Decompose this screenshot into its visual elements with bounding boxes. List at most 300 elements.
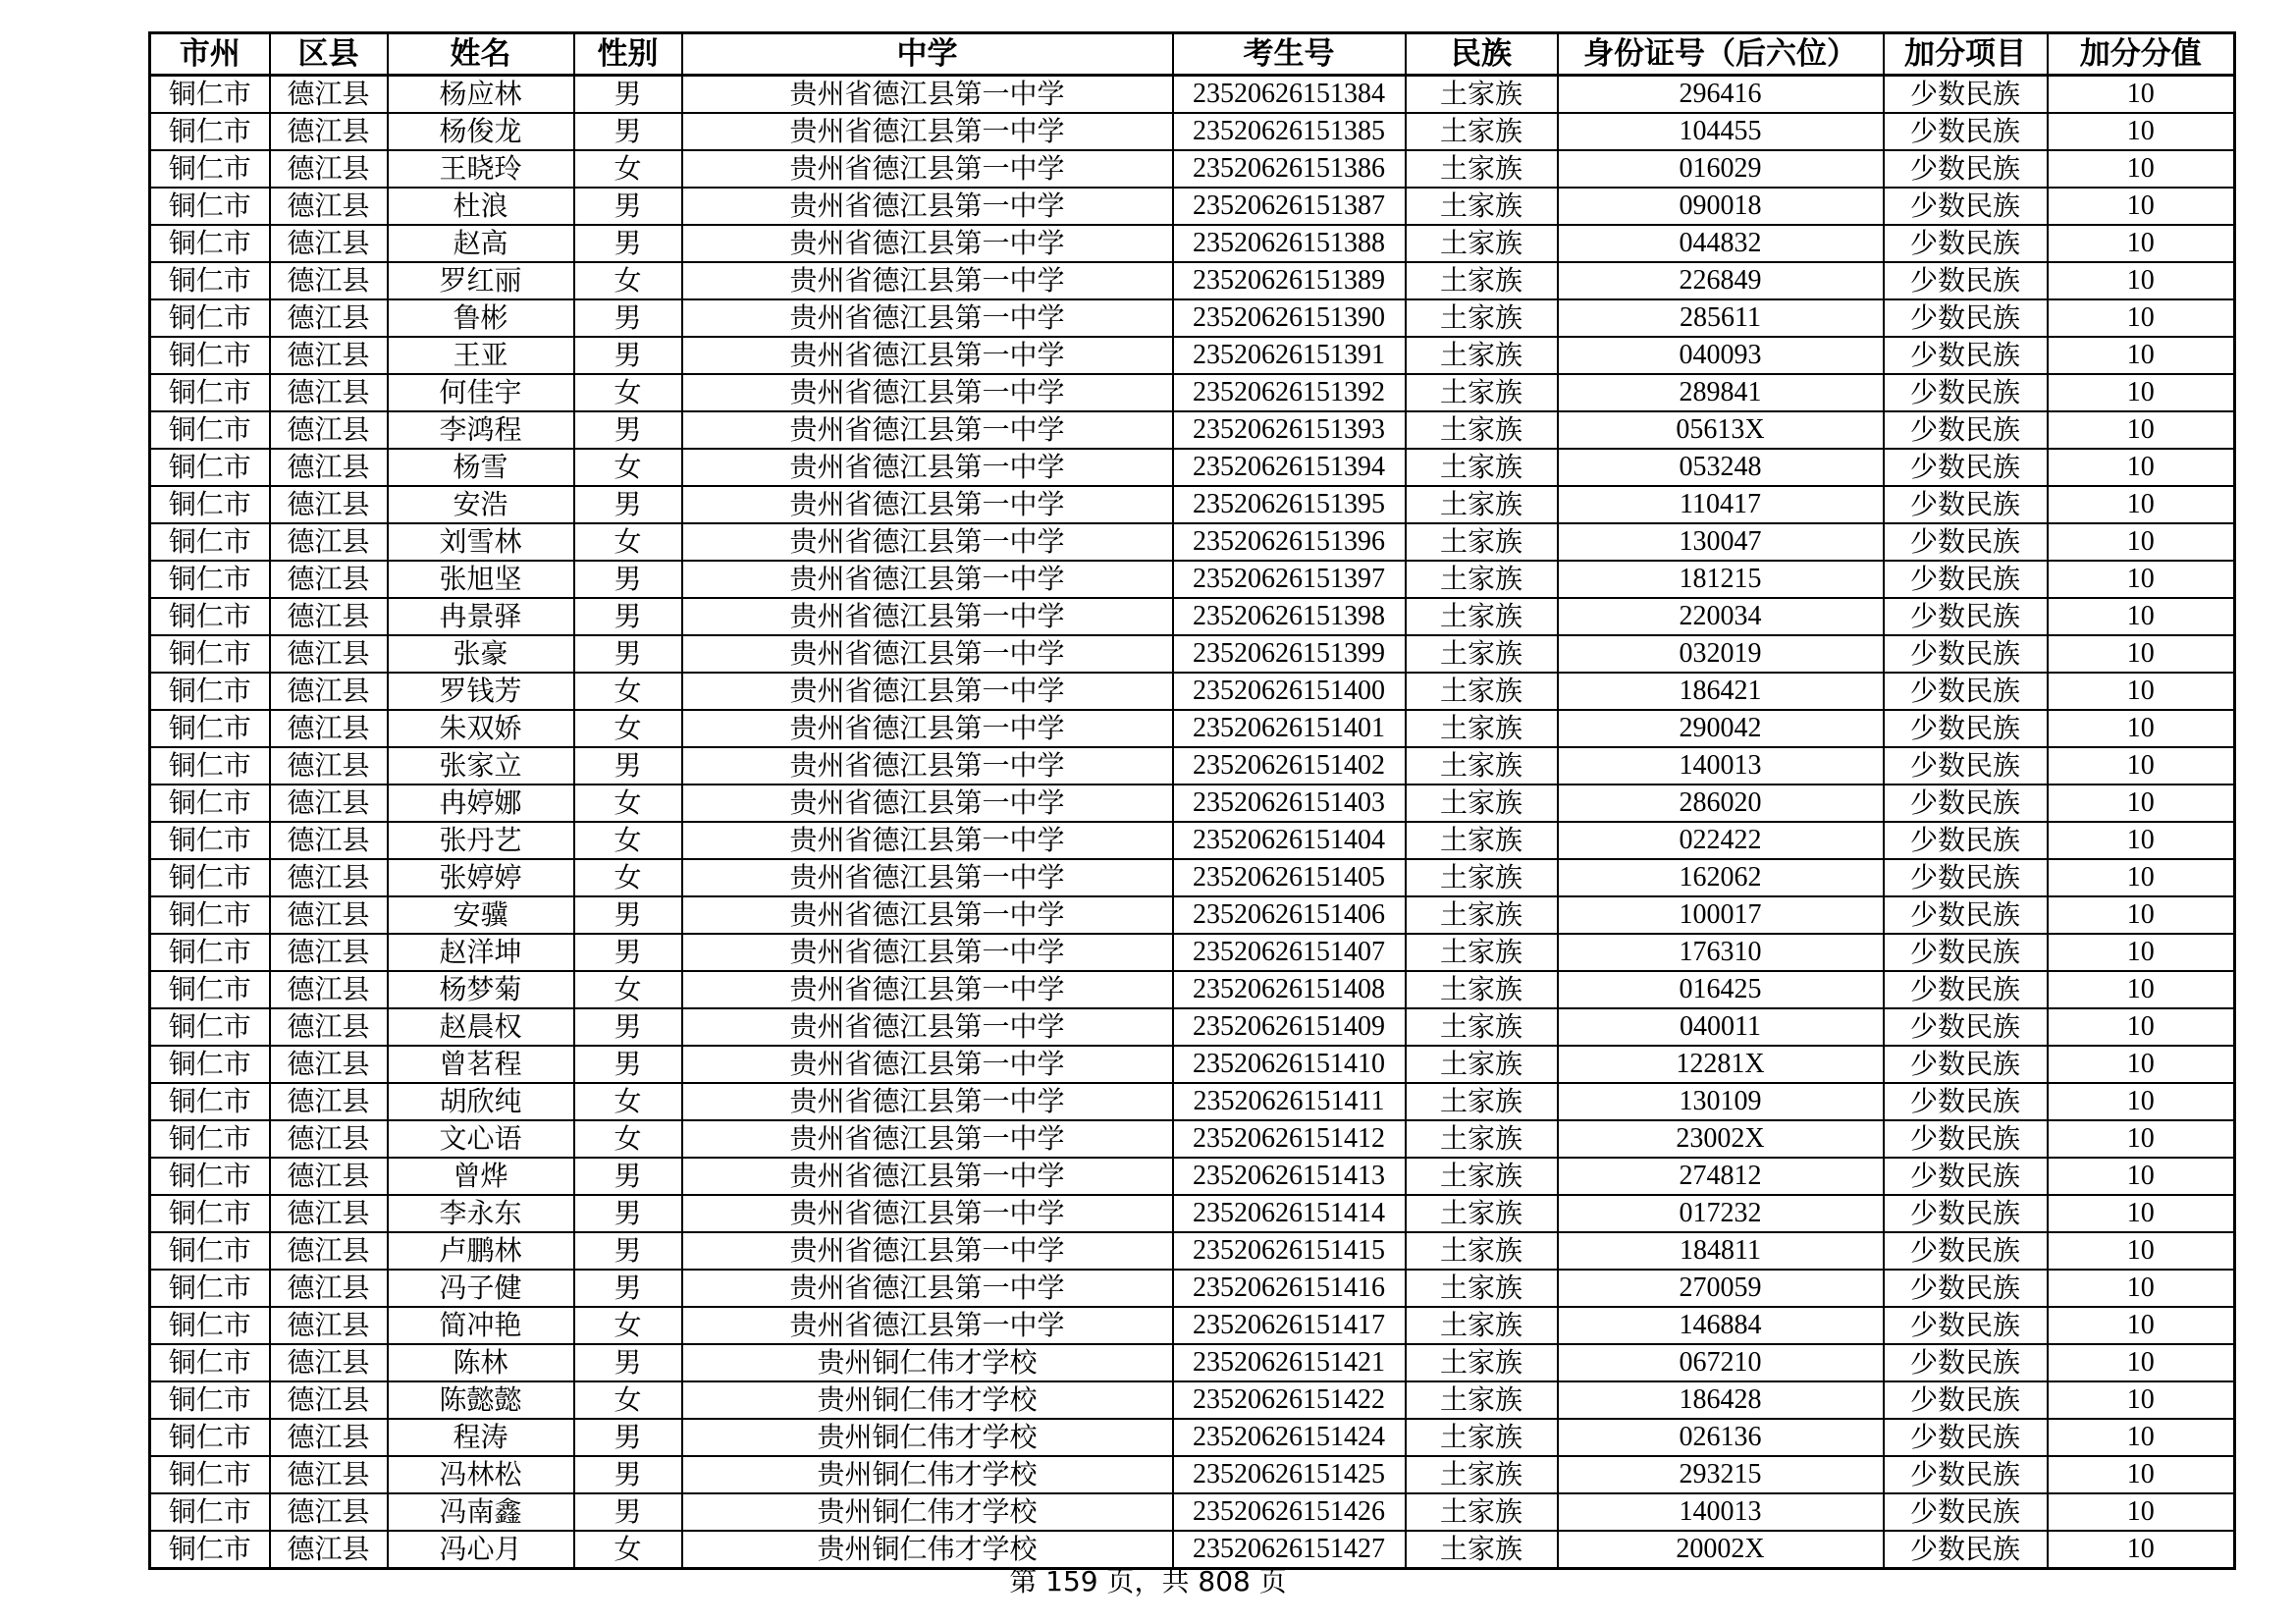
cell-ethnicity: 土家族 [1406,1344,1558,1381]
cell-bonus-value: 10 [2048,561,2235,598]
cell-gender: 男 [574,188,682,225]
cell-gender: 男 [574,337,682,374]
cell-district: 德江县 [270,971,388,1008]
cell-district: 德江县 [270,1270,388,1307]
cell-bonus-item: 少数民族 [1884,859,2048,896]
cell-ethnicity: 土家族 [1406,225,1558,262]
cell-city: 铜仁市 [150,188,270,225]
cell-id-last-six: 226849 [1558,262,1884,299]
cell-name: 冉景驿 [388,598,574,635]
cell-bonus-value: 10 [2048,971,2235,1008]
cell-gender: 男 [574,1195,682,1232]
cell-gender: 男 [574,225,682,262]
cell-name: 何佳宇 [388,374,574,411]
cell-gender: 男 [574,1456,682,1493]
table-row [150,1344,2235,1381]
cell-school: 贵州省德江县第一中学 [682,486,1173,523]
cell-ethnicity: 土家族 [1406,822,1558,859]
cell-bonus-item: 少数民族 [1884,523,2048,561]
roster-table-container [148,31,2233,1570]
cell-bonus-value: 10 [2048,113,2235,150]
cell-name: 简冲艳 [388,1307,574,1344]
cell-school: 贵州铜仁伟才学校 [682,1381,1173,1419]
cell-id-last-six: 23002X [1558,1120,1884,1158]
cell-exam-number: 23520626151396 [1173,523,1406,561]
cell-exam-number: 23520626151408 [1173,971,1406,1008]
cell-district: 德江县 [270,262,388,299]
cell-gender: 男 [574,747,682,785]
cell-ethnicity: 土家族 [1406,411,1558,449]
cell-bonus-value: 10 [2048,598,2235,635]
cell-bonus-value: 10 [2048,225,2235,262]
column-header-gender: 性别 [574,33,682,76]
cell-gender: 男 [574,411,682,449]
cell-school: 贵州省德江县第一中学 [682,822,1173,859]
cell-district: 德江县 [270,225,388,262]
cell-exam-number: 23520626151402 [1173,747,1406,785]
cell-exam-number: 23520626151413 [1173,1158,1406,1195]
cell-ethnicity: 土家族 [1406,337,1558,374]
table-row [150,785,2235,822]
cell-district: 德江县 [270,449,388,486]
cell-ethnicity: 土家族 [1406,523,1558,561]
cell-school: 贵州省德江县第一中学 [682,523,1173,561]
cell-ethnicity: 土家族 [1406,598,1558,635]
cell-name: 冯心月 [388,1531,574,1569]
cell-id-last-six: 044832 [1558,225,1884,262]
cell-city: 铜仁市 [150,859,270,896]
cell-exam-number: 23520626151417 [1173,1307,1406,1344]
table-row [150,710,2235,747]
table-row [150,635,2235,673]
cell-name: 张家立 [388,747,574,785]
cell-city: 铜仁市 [150,299,270,337]
cell-name: 赵洋坤 [388,934,574,971]
cell-city: 铜仁市 [150,1008,270,1046]
cell-bonus-item: 少数民族 [1884,635,2048,673]
cell-id-last-six: 067210 [1558,1344,1884,1381]
cell-name: 朱双娇 [388,710,574,747]
cell-school: 贵州省德江县第一中学 [682,1232,1173,1270]
cell-district: 德江县 [270,785,388,822]
cell-ethnicity: 土家族 [1406,896,1558,934]
cell-school: 贵州省德江县第一中学 [682,1120,1173,1158]
cell-bonus-item: 少数民族 [1884,1307,2048,1344]
cell-name: 王晓玲 [388,150,574,188]
cell-ethnicity: 土家族 [1406,1083,1558,1120]
cell-bonus-value: 10 [2048,1195,2235,1232]
cell-district: 德江县 [270,1083,388,1120]
cell-id-last-six: 296416 [1558,76,1884,114]
cell-id-last-six: 184811 [1558,1232,1884,1270]
table-row [150,1493,2235,1531]
cell-gender: 男 [574,113,682,150]
table-row [150,747,2235,785]
cell-district: 德江县 [270,747,388,785]
cell-gender: 男 [574,896,682,934]
cell-ethnicity: 土家族 [1406,1307,1558,1344]
cell-ethnicity: 土家族 [1406,1381,1558,1419]
cell-bonus-item: 少数民族 [1884,1232,2048,1270]
cell-district: 德江县 [270,1419,388,1456]
cell-name: 张旭坚 [388,561,574,598]
cell-bonus-value: 10 [2048,1531,2235,1569]
cell-city: 铜仁市 [150,785,270,822]
cell-name: 文心语 [388,1120,574,1158]
cell-ethnicity: 土家族 [1406,971,1558,1008]
cell-name: 鲁彬 [388,299,574,337]
cell-name: 罗钱芳 [388,673,574,710]
table-row [150,262,2235,299]
column-header-name: 姓名 [388,33,574,76]
cell-id-last-six: 022422 [1558,822,1884,859]
cell-bonus-item: 少数民族 [1884,225,2048,262]
cell-name: 杨雪 [388,449,574,486]
cell-bonus-value: 10 [2048,1493,2235,1531]
cell-city: 铜仁市 [150,225,270,262]
cell-id-last-six: 289841 [1558,374,1884,411]
cell-bonus-value: 10 [2048,337,2235,374]
cell-gender: 女 [574,971,682,1008]
cell-gender: 男 [574,1232,682,1270]
cell-ethnicity: 土家族 [1406,1270,1558,1307]
cell-bonus-item: 少数民族 [1884,1120,2048,1158]
cell-district: 德江县 [270,1493,388,1531]
cell-school: 贵州省德江县第一中学 [682,113,1173,150]
cell-exam-number: 23520626151390 [1173,299,1406,337]
cell-name: 胡欣纯 [388,1083,574,1120]
cell-city: 铜仁市 [150,1456,270,1493]
cell-id-last-six: 270059 [1558,1270,1884,1307]
cell-exam-number: 23520626151414 [1173,1195,1406,1232]
cell-bonus-value: 10 [2048,1232,2235,1270]
cell-bonus-item: 少数民族 [1884,785,2048,822]
cell-school: 贵州省德江县第一中学 [682,673,1173,710]
cell-bonus-item: 少数民族 [1884,710,2048,747]
cell-exam-number: 23520626151400 [1173,673,1406,710]
cell-gender: 女 [574,859,682,896]
cell-district: 德江县 [270,896,388,934]
cell-id-last-six: 290042 [1558,710,1884,747]
cell-bonus-item: 少数民族 [1884,449,2048,486]
cell-bonus-item: 少数民族 [1884,673,2048,710]
cell-bonus-value: 10 [2048,1456,2235,1493]
cell-id-last-six: 12281X [1558,1046,1884,1083]
cell-exam-number: 23520626151387 [1173,188,1406,225]
cell-ethnicity: 土家族 [1406,635,1558,673]
cell-name: 杨梦菊 [388,971,574,1008]
cell-id-last-six: 220034 [1558,598,1884,635]
cell-city: 铜仁市 [150,1083,270,1120]
table-row [150,1195,2235,1232]
cell-school: 贵州省德江县第一中学 [682,1158,1173,1195]
cell-name: 张豪 [388,635,574,673]
cell-ethnicity: 土家族 [1406,934,1558,971]
cell-bonus-value: 10 [2048,1083,2235,1120]
cell-bonus-item: 少数民族 [1884,1195,2048,1232]
cell-id-last-six: 146884 [1558,1307,1884,1344]
cell-ethnicity: 土家族 [1406,1008,1558,1046]
cell-school: 贵州省德江县第一中学 [682,1046,1173,1083]
cell-bonus-value: 10 [2048,1158,2235,1195]
cell-school: 贵州省德江县第一中学 [682,859,1173,896]
cell-school: 贵州省德江县第一中学 [682,598,1173,635]
cell-gender: 男 [574,299,682,337]
cell-gender: 女 [574,1307,682,1344]
cell-city: 铜仁市 [150,598,270,635]
cell-id-last-six: 110417 [1558,486,1884,523]
table-row [150,150,2235,188]
cell-bonus-item: 少数民族 [1884,262,2048,299]
cell-school: 贵州省德江县第一中学 [682,1307,1173,1344]
cell-bonus-value: 10 [2048,785,2235,822]
cell-ethnicity: 土家族 [1406,486,1558,523]
cell-bonus-item: 少数民族 [1884,1419,2048,1456]
cell-city: 铜仁市 [150,1344,270,1381]
cell-exam-number: 23520626151398 [1173,598,1406,635]
cell-district: 德江县 [270,150,388,188]
cell-id-last-six: 186428 [1558,1381,1884,1419]
cell-name: 李永东 [388,1195,574,1232]
cell-exam-number: 23520626151425 [1173,1456,1406,1493]
cell-exam-number: 23520626151406 [1173,896,1406,934]
column-header-id-last-six: 身份证号（后六位） [1558,33,1884,76]
cell-school: 贵州省德江县第一中学 [682,896,1173,934]
cell-school: 贵州省德江县第一中学 [682,1008,1173,1046]
cell-school: 贵州省德江县第一中学 [682,1083,1173,1120]
cell-id-last-six: 090018 [1558,188,1884,225]
cell-bonus-value: 10 [2048,150,2235,188]
cell-name: 刘雪林 [388,523,574,561]
cell-school: 贵州省德江县第一中学 [682,374,1173,411]
column-header-ethnicity: 民族 [1406,33,1558,76]
cell-city: 铜仁市 [150,337,270,374]
cell-gender: 男 [574,934,682,971]
cell-city: 铜仁市 [150,934,270,971]
cell-city: 铜仁市 [150,262,270,299]
cell-district: 德江县 [270,337,388,374]
table-body [150,76,2235,1569]
cell-gender: 女 [574,1381,682,1419]
cell-city: 铜仁市 [150,76,270,114]
table-row [150,188,2235,225]
cell-ethnicity: 土家族 [1406,262,1558,299]
cell-city: 铜仁市 [150,971,270,1008]
cell-city: 铜仁市 [150,1046,270,1083]
cell-district: 德江县 [270,1381,388,1419]
cell-district: 德江县 [270,113,388,150]
cell-bonus-value: 10 [2048,1008,2235,1046]
cell-gender: 女 [574,673,682,710]
cell-district: 德江县 [270,1307,388,1344]
bonus-points-roster-table [148,31,2236,1570]
table-row [150,113,2235,150]
cell-bonus-item: 少数民族 [1884,1493,2048,1531]
cell-id-last-six: 140013 [1558,1493,1884,1531]
cell-bonus-item: 少数民族 [1884,150,2048,188]
cell-school: 贵州铜仁伟才学校 [682,1344,1173,1381]
cell-name: 冯林松 [388,1456,574,1493]
cell-bonus-value: 10 [2048,1419,2235,1456]
cell-bonus-value: 10 [2048,76,2235,114]
cell-name: 杨俊龙 [388,113,574,150]
cell-school: 贵州省德江县第一中学 [682,188,1173,225]
cell-id-last-six: 016425 [1558,971,1884,1008]
table-header-row [150,33,2235,76]
cell-id-last-six: 285611 [1558,299,1884,337]
cell-city: 铜仁市 [150,150,270,188]
cell-school: 贵州省德江县第一中学 [682,262,1173,299]
cell-ethnicity: 土家族 [1406,1232,1558,1270]
cell-school: 贵州省德江县第一中学 [682,411,1173,449]
table-row [150,1456,2235,1493]
cell-gender: 男 [574,1158,682,1195]
table-row [150,411,2235,449]
cell-city: 铜仁市 [150,113,270,150]
cell-exam-number: 23520626151384 [1173,76,1406,114]
cell-bonus-value: 10 [2048,1307,2235,1344]
cell-bonus-item: 少数民族 [1884,1158,2048,1195]
cell-exam-number: 23520626151399 [1173,635,1406,673]
cell-district: 德江县 [270,934,388,971]
cell-district: 德江县 [270,411,388,449]
cell-gender: 男 [574,1008,682,1046]
cell-gender: 女 [574,523,682,561]
cell-exam-number: 23520626151427 [1173,1531,1406,1569]
table-row [150,859,2235,896]
cell-id-last-six: 130109 [1558,1083,1884,1120]
cell-gender: 女 [574,374,682,411]
table-row [150,971,2235,1008]
cell-id-last-six: 293215 [1558,1456,1884,1493]
cell-ethnicity: 土家族 [1406,76,1558,114]
cell-name: 安骥 [388,896,574,934]
cell-bonus-item: 少数民族 [1884,1531,2048,1569]
cell-bonus-value: 10 [2048,710,2235,747]
cell-bonus-value: 10 [2048,859,2235,896]
cell-name: 冯子健 [388,1270,574,1307]
cell-bonus-value: 10 [2048,188,2235,225]
cell-school: 贵州铜仁伟才学校 [682,1456,1173,1493]
cell-ethnicity: 土家族 [1406,673,1558,710]
cell-gender: 男 [574,76,682,114]
cell-exam-number: 23520626151393 [1173,411,1406,449]
cell-bonus-value: 10 [2048,486,2235,523]
cell-city: 铜仁市 [150,1531,270,1569]
cell-ethnicity: 土家族 [1406,1046,1558,1083]
cell-name: 赵高 [388,225,574,262]
column-header-city: 市州 [150,33,270,76]
cell-district: 德江县 [270,1531,388,1569]
cell-city: 铜仁市 [150,822,270,859]
cell-ethnicity: 土家族 [1406,1419,1558,1456]
cell-bonus-item: 少数民族 [1884,299,2048,337]
cell-bonus-value: 10 [2048,299,2235,337]
cell-city: 铜仁市 [150,896,270,934]
cell-bonus-value: 10 [2048,1046,2235,1083]
cell-city: 铜仁市 [150,1270,270,1307]
table-row [150,486,2235,523]
cell-ethnicity: 土家族 [1406,1195,1558,1232]
cell-bonus-item: 少数民族 [1884,486,2048,523]
cell-bonus-item: 少数民族 [1884,1456,2048,1493]
cell-ethnicity: 土家族 [1406,561,1558,598]
cell-school: 贵州铜仁伟才学校 [682,1493,1173,1531]
cell-id-last-six: 274812 [1558,1158,1884,1195]
cell-exam-number: 23520626151426 [1173,1493,1406,1531]
cell-exam-number: 23520626151389 [1173,262,1406,299]
cell-school: 贵州省德江县第一中学 [682,971,1173,1008]
cell-bonus-item: 少数民族 [1884,1046,2048,1083]
cell-exam-number: 23520626151386 [1173,150,1406,188]
cell-school: 贵州省德江县第一中学 [682,561,1173,598]
cell-city: 铜仁市 [150,747,270,785]
cell-name: 安浩 [388,486,574,523]
cell-bonus-item: 少数民族 [1884,747,2048,785]
cell-district: 德江县 [270,673,388,710]
cell-gender: 男 [574,635,682,673]
page-number-footer: 第 159 页，共 808 页 [1009,1565,1287,1597]
cell-id-last-six: 053248 [1558,449,1884,486]
cell-gender: 女 [574,1083,682,1120]
cell-gender: 男 [574,598,682,635]
cell-ethnicity: 土家族 [1406,299,1558,337]
cell-bonus-item: 少数民族 [1884,896,2048,934]
table-row [150,673,2235,710]
table-row [150,1158,2235,1195]
cell-bonus-value: 10 [2048,1120,2235,1158]
table-row [150,76,2235,114]
cell-district: 德江县 [270,188,388,225]
cell-city: 铜仁市 [150,1232,270,1270]
cell-gender: 女 [574,822,682,859]
cell-district: 德江县 [270,1344,388,1381]
cell-school: 贵州铜仁伟才学校 [682,1531,1173,1569]
cell-city: 铜仁市 [150,1419,270,1456]
cell-bonus-item: 少数民族 [1884,1083,2048,1120]
cell-bonus-item: 少数民族 [1884,598,2048,635]
cell-id-last-six: 032019 [1558,635,1884,673]
cell-school: 贵州省德江县第一中学 [682,785,1173,822]
cell-name: 赵晨权 [388,1008,574,1046]
cell-name: 陈林 [388,1344,574,1381]
cell-name: 王亚 [388,337,574,374]
column-header-district: 区县 [270,33,388,76]
cell-school: 贵州省德江县第一中学 [682,299,1173,337]
cell-gender: 男 [574,486,682,523]
cell-district: 德江县 [270,1046,388,1083]
cell-school: 贵州省德江县第一中学 [682,1195,1173,1232]
cell-ethnicity: 土家族 [1406,1456,1558,1493]
column-header-bonus-item: 加分项目 [1884,33,2048,76]
cell-name: 张丹艺 [388,822,574,859]
cell-school: 贵州省德江县第一中学 [682,635,1173,673]
cell-exam-number: 23520626151424 [1173,1419,1406,1456]
table-row [150,337,2235,374]
table-row [150,822,2235,859]
cell-ethnicity: 土家族 [1406,785,1558,822]
cell-exam-number: 23520626151412 [1173,1120,1406,1158]
cell-exam-number: 23520626151403 [1173,785,1406,822]
cell-id-last-six: 130047 [1558,523,1884,561]
cell-ethnicity: 土家族 [1406,113,1558,150]
cell-bonus-item: 少数民族 [1884,822,2048,859]
cell-ethnicity: 土家族 [1406,747,1558,785]
cell-bonus-item: 少数民族 [1884,1008,2048,1046]
cell-district: 德江县 [270,598,388,635]
cell-name: 陈懿懿 [388,1381,574,1419]
cell-city: 铜仁市 [150,635,270,673]
